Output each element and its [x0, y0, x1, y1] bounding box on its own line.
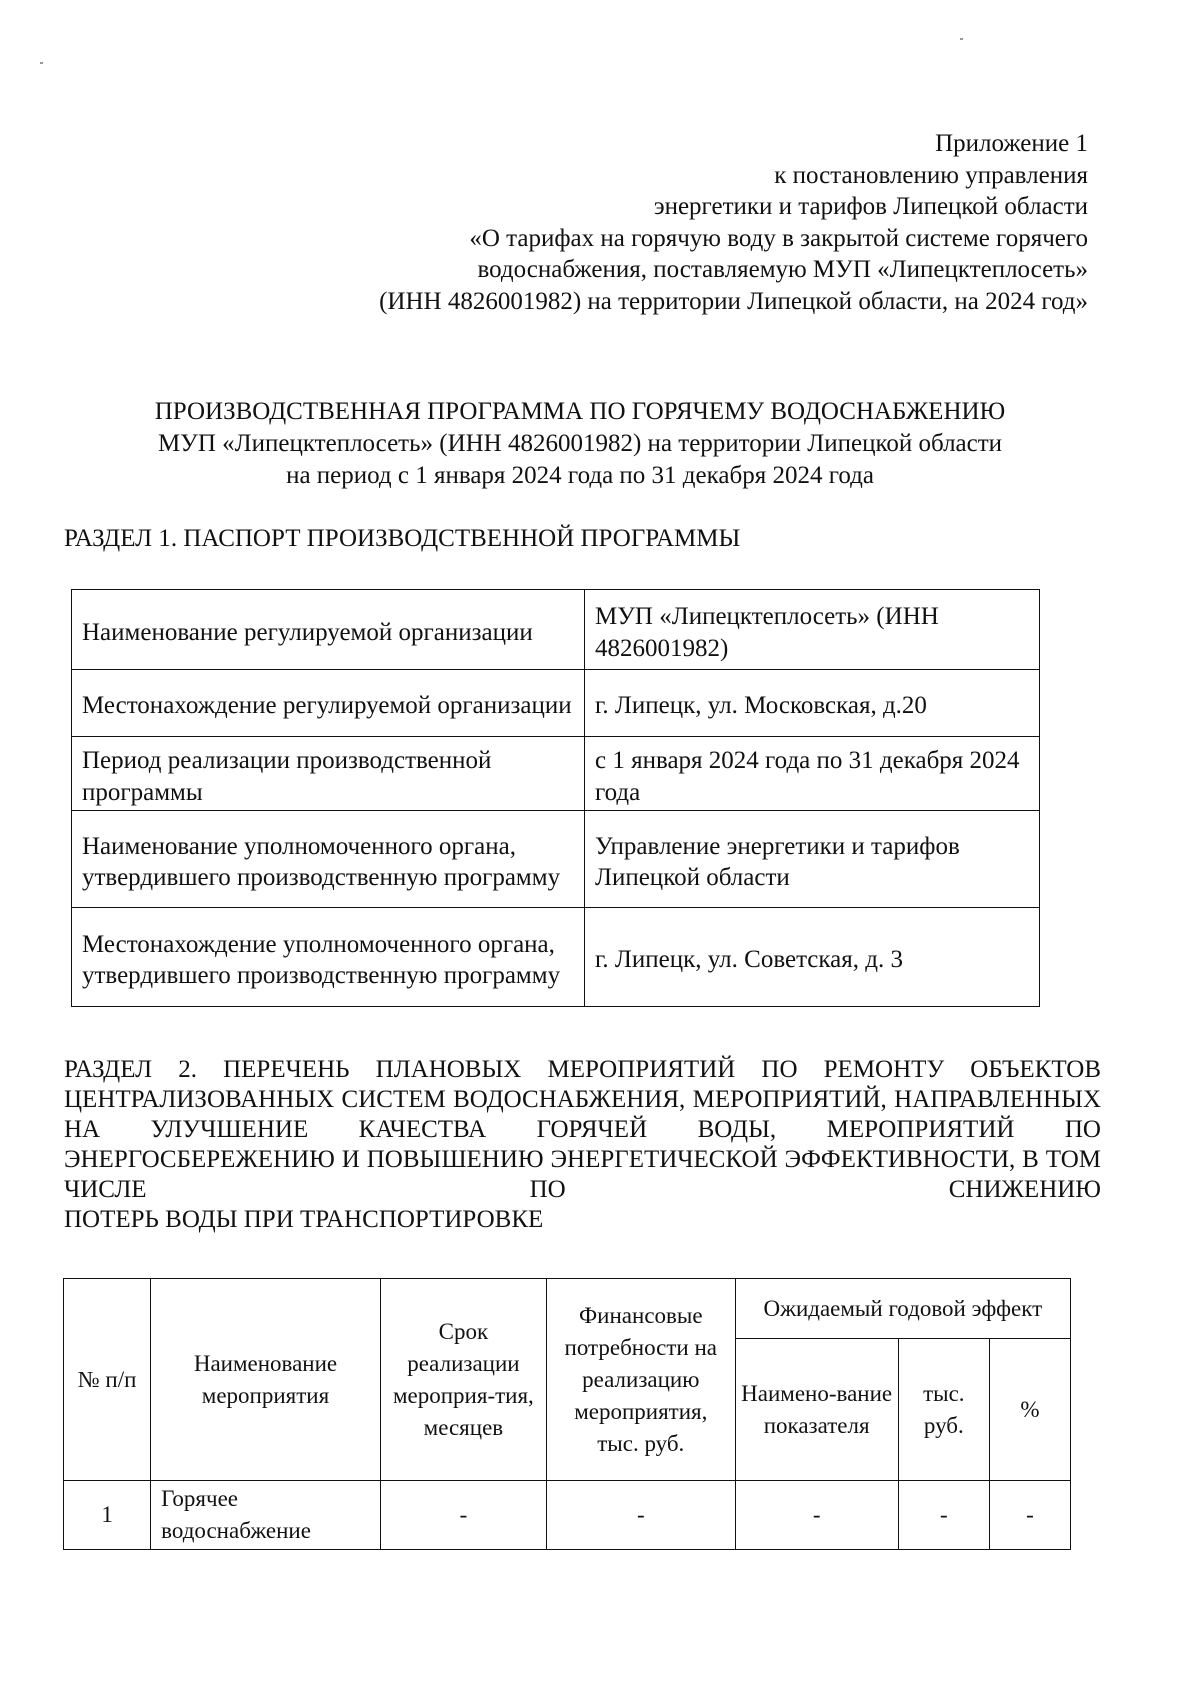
- table-row: [72, 908, 1040, 1007]
- appendix-line: «О тарифах на горячую воду в закрытой системе горячего: [469, 224, 1088, 252]
- header-no: № п/п: [64, 1279, 151, 1481]
- passport-label: Местонахождение регулируемой организации: [72, 670, 585, 737]
- appendix-line: (ИНН 4826001982) на территории Липецкой области, на 2024 год»: [379, 287, 1088, 315]
- header-indicator: Наимено-вание показателя: [735, 1339, 898, 1481]
- table-row: [64, 1481, 1071, 1550]
- header-term: Срок реализации мероприя-тия, месяцев: [380, 1279, 546, 1481]
- header-finance: Финансовые потребности на реализацию мероприятия, тыс. руб.: [546, 1279, 735, 1481]
- cell-finance: -: [546, 1481, 735, 1550]
- appendix-line: водоснабжения, поставляемую МУП «Липецктеплосеть»: [477, 256, 1088, 283]
- cell-thousand-rub: -: [898, 1481, 989, 1550]
- title-line: ПРОИЗВОДСТВЕННАЯ ПРОГРАММА ПО ГОРЯЧЕМУ ВОДОСНАБЖЕНИЮ: [154, 398, 1006, 425]
- document-title: [0, 396, 1160, 492]
- title-line: МУП «Липецктеплосеть» (ИНН 4826001982) на территории Липецкой области: [157, 430, 1003, 457]
- header-effect: Ожидаемый годовой эффект: [735, 1279, 1070, 1339]
- scan-speck: [40, 62, 43, 64]
- table-row: [72, 670, 1040, 737]
- section1-heading: РАЗДЕЛ 1. ПАСПОРТ ПРОИЗВОДСТВЕННОЙ ПРОГРАММЫ: [64, 525, 741, 552]
- passport-value: МУП «Липецктеплосеть» (ИНН 4826001982): [585, 590, 1040, 670]
- section2-heading: [64, 1055, 1101, 1235]
- header-percent: %: [989, 1339, 1070, 1481]
- passport-value: г. Липецк, ул. Советская, д. 3: [585, 908, 1040, 1007]
- appendix-line: Приложение 1: [935, 130, 1088, 157]
- cell-no: 1: [64, 1481, 151, 1550]
- table-row: [72, 737, 1040, 811]
- passport-label: Местонахождение уполномоченного органа, утвердившего производственную программу: [72, 908, 585, 1007]
- passport-label: Наименование уполномоченного органа, утвердившего производственную программу: [72, 811, 585, 908]
- table-row: [72, 811, 1040, 908]
- passport-label: Наименование регулируемой организации: [72, 590, 585, 670]
- cell-term: -: [380, 1481, 546, 1550]
- scan-speck: [960, 38, 963, 40]
- measures-table: [63, 1278, 1071, 1550]
- table-header-row: [64, 1279, 1071, 1339]
- header-thousand-rub: тыс. руб.: [898, 1339, 989, 1481]
- passport-label: Период реализации производственной программы: [72, 737, 585, 811]
- title-line: на период с 1 января 2024 года по 31 декабря 2024 года: [286, 462, 874, 489]
- appendix-header: [379, 128, 1088, 317]
- appendix-line: к постановлению управления: [774, 161, 1088, 189]
- cell-name: Горячее водоснабжение: [151, 1481, 381, 1550]
- passport-table: [71, 589, 1040, 1007]
- section2-heading-main: РАЗДЕЛ 2. ПЕРЕЧЕНЬ ПЛАНОВЫХ МЕРОПРИЯТИЙ ПО РЕМОНТУ ОБЪЕКТОВ ЦЕНТРАЛИЗОВАННЫХ СИСТЕМ ВОДОСНАБЖЕНИЯ, МЕРОПРИЯТИЙ, НАПРАВЛЕННЫХ НА УЛУЧШЕНИЕ КАЧЕСТВА ГОРЯЧЕЙ ВОДЫ, МЕРОПРИЯТИЙ ПО ЭНЕРГОСБЕРЕЖЕНИЮ И ПОВЫШЕНИЮ ЭНЕРГЕТИЧЕСКОЙ ЭФФЕКТИВНОСТИ, В ТОМ ЧИСЛЕ ПО СНИЖЕНИЮ: [64, 1056, 1101, 1203]
- passport-value: г. Липецк, ул. Московская, д.20: [585, 670, 1040, 737]
- cell-percent: -: [989, 1481, 1070, 1550]
- passport-value: с 1 января 2024 года по 31 декабря 2024 года: [585, 737, 1040, 811]
- passport-value: Управление энергетики и тарифов Липецкой области: [585, 811, 1040, 908]
- appendix-line: энергетики и тарифов Липецкой области: [653, 193, 1088, 220]
- table-row: [72, 590, 1040, 670]
- header-name: Наименование мероприятия: [151, 1279, 381, 1481]
- section2-heading-last: ПОТЕРЬ ВОДЫ ПРИ ТРАНСПОРТИРОВКЕ: [64, 1206, 544, 1233]
- cell-indicator: -: [735, 1481, 898, 1550]
